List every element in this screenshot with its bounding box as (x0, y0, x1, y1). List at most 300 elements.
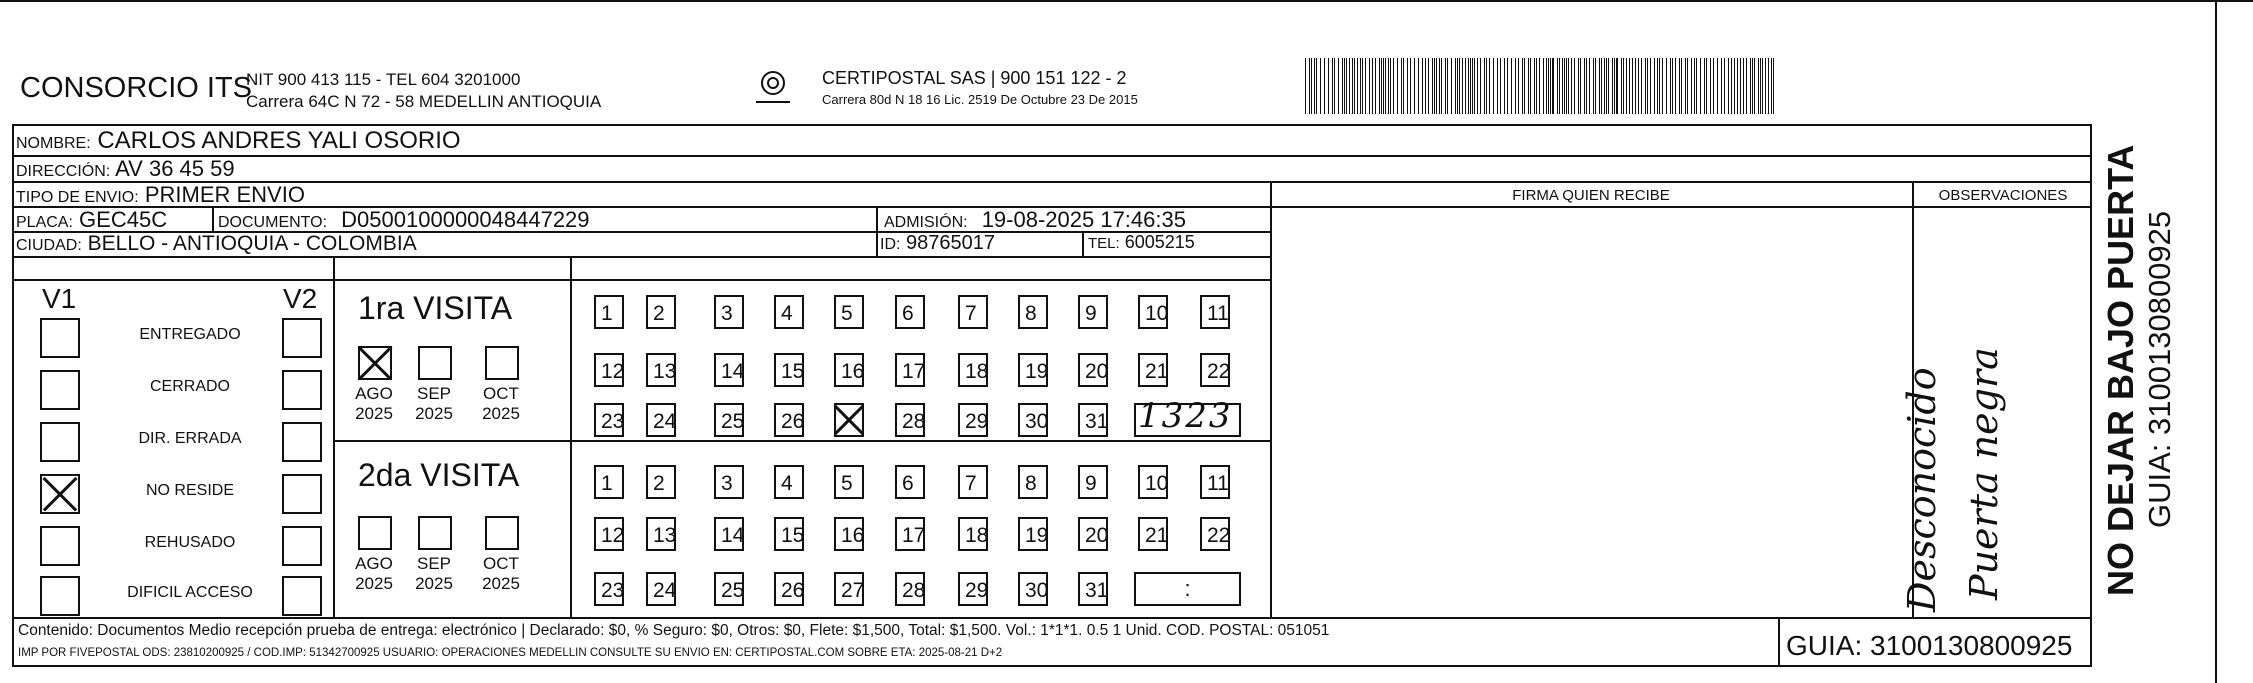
observaciones-header: OBSERVACIONES (1938, 187, 2068, 204)
barcode-bar (1372, 58, 1373, 114)
barcode-bar (1445, 58, 1446, 114)
barcode-bar (1320, 58, 1321, 114)
col-line-tel (1082, 231, 1084, 256)
status-v2-checkbox[interactable] (282, 422, 322, 462)
barcode-bar (1457, 58, 1458, 114)
direccion-value: AV 36 45 59 (115, 156, 235, 181)
day-box[interactable] (834, 572, 864, 606)
barcode-bar (1388, 58, 1389, 114)
day-box[interactable] (895, 572, 925, 606)
barcode-bar (1632, 58, 1633, 114)
barcode-bar (1465, 58, 1466, 114)
day-box[interactable] (958, 465, 988, 499)
barcode-bar (1489, 58, 1490, 114)
id-label: ID: (880, 236, 901, 253)
barcode-bar (1593, 58, 1594, 114)
barcode-bar (1543, 58, 1544, 114)
barcode-bar (1451, 58, 1452, 114)
day-number: 8 (1025, 472, 1037, 495)
barcode-bar (1557, 58, 1558, 114)
day-box[interactable] (646, 517, 676, 551)
barcode-bar (1568, 58, 1569, 114)
status-v1-checkbox[interactable] (40, 370, 80, 410)
day-number: 16 (841, 360, 865, 383)
carrier-line2: Carrera 80d N 18 16 Lic. 2519 De Octubre 23 De 2015 (822, 92, 1138, 107)
barcode-bar (1328, 58, 1329, 114)
month-checkbox[interactable] (418, 516, 452, 550)
barcode-bar (1511, 58, 1512, 114)
barcode-bar (1401, 58, 1402, 114)
first-visit-time-handwritten: 1323 (1138, 396, 1233, 436)
day-box[interactable] (834, 517, 864, 551)
documento-cell (218, 207, 590, 233)
day-box[interactable] (594, 353, 624, 387)
barcode-bar (1601, 58, 1602, 114)
day-number: 5 (841, 302, 853, 325)
barcode-bar (1679, 58, 1680, 114)
day-box[interactable] (895, 403, 925, 437)
barcode-bar (1768, 58, 1769, 114)
status-option-label: CERRADO (149, 378, 230, 395)
footer-guia: GUIA: 3100130800925 (1786, 630, 2073, 661)
ciudad-value: BELLO - ANTIOQUIA - COLOMBIA (87, 232, 417, 255)
day-box[interactable] (714, 517, 744, 551)
v2-label: V2 (283, 283, 318, 314)
footer-line1: Contenido: Documentos Medio recepción prueba de entrega: electrónico | Declarado: $0, % Seguro: $0, Otros: $0, Flete: $1,500, Total: $1,500. Vol.: 1*1*1. 0.5 1 Unid. COD. POSTAL: 051051 (18, 622, 1330, 639)
day-number: 28 (902, 410, 926, 433)
day-box[interactable] (714, 465, 744, 499)
carrier-line1: CERTIPOSTAL SAS | 900 151 122 - 2 (822, 68, 1127, 88)
day-box[interactable] (1018, 295, 1048, 329)
day-box[interactable] (1200, 517, 1230, 551)
barcode-bar (1771, 58, 1772, 114)
barcode-bar (1403, 58, 1404, 114)
day-number: 20 (1085, 524, 1109, 547)
day-number: 25 (721, 410, 745, 433)
day-box[interactable] (1078, 403, 1108, 437)
day-box[interactable] (1138, 295, 1168, 329)
day-box[interactable] (714, 403, 744, 437)
barcode-bar (1428, 58, 1429, 114)
barcode-bar (1626, 58, 1627, 114)
barcode-bar (1616, 58, 1618, 114)
barcode-bar (1589, 58, 1590, 114)
barcode-bar (1737, 58, 1738, 114)
barcode-bar (1459, 58, 1460, 114)
side-warning: NO DEJAR BAJO PUERTA (2100, 144, 2141, 596)
day-number: 18 (965, 360, 989, 383)
year-label: 2025 (415, 574, 453, 593)
ciudad-label: CIUDAD: (16, 237, 82, 254)
barcode-bar (1539, 58, 1540, 114)
day-number: 13 (653, 524, 677, 547)
barcode-bar (1360, 58, 1361, 114)
day-number: 8 (1025, 302, 1037, 325)
day-box[interactable] (646, 353, 676, 387)
col-line-status-visits (333, 256, 335, 617)
day-box[interactable] (1078, 295, 1108, 329)
barcode-bar (1390, 58, 1391, 114)
barcode-bar (1493, 58, 1494, 114)
day-number: 18 (965, 524, 989, 547)
day-box[interactable] (774, 403, 804, 437)
day-box[interactable] (958, 295, 988, 329)
col-line-documento (212, 206, 214, 231)
barcode-bar (1762, 58, 1763, 114)
barcode-bar (1562, 58, 1563, 114)
day-number: 21 (1145, 360, 1169, 383)
barcode-bar (1647, 58, 1648, 114)
barcode-bar (1480, 58, 1481, 114)
day-number: 22 (1207, 360, 1231, 383)
barcode-bar (1346, 58, 1347, 114)
barcode-bar (1700, 58, 1701, 114)
status-v1-checkbox[interactable] (40, 474, 80, 514)
day-box[interactable] (1200, 295, 1230, 329)
barcode-bar (1666, 58, 1667, 114)
month-label: AGO (355, 384, 393, 403)
day-box[interactable] (714, 295, 744, 329)
nombre-value: CARLOS ANDRES YALI OSORIO (97, 127, 461, 154)
day-box[interactable] (774, 465, 804, 499)
day-number: 3 (721, 302, 733, 325)
tel-value: 6005215 (1124, 232, 1195, 252)
col-line-months-days (570, 256, 572, 617)
day-box[interactable] (834, 465, 864, 499)
side-guia: GUIA: 3100130800925 (2142, 210, 2177, 528)
year-label: 2025 (355, 574, 393, 593)
day-box[interactable] (646, 403, 676, 437)
direccion-row (16, 156, 235, 182)
barcode-bar (1434, 58, 1435, 114)
status-v2-checkbox[interactable] (282, 474, 322, 514)
direccion-label: DIRECCIÓN: (16, 163, 111, 180)
certipostal-logo (748, 68, 798, 110)
day-number: 9 (1085, 472, 1097, 495)
day-number: 14 (721, 524, 745, 547)
barcode-bar (1704, 58, 1705, 114)
barcode-bar (1559, 58, 1560, 114)
barcode-bar (1332, 58, 1333, 114)
day-box[interactable] (646, 465, 676, 499)
barcode-bar (1414, 58, 1415, 114)
barcode-bar (1696, 58, 1697, 114)
barcode-bar (1608, 58, 1609, 114)
barcode-bar (1486, 58, 1487, 114)
row-line-nombre (12, 155, 2092, 157)
day-box[interactable] (895, 517, 925, 551)
day-number: 25 (721, 579, 745, 602)
day-box[interactable] (1138, 465, 1168, 499)
day-box[interactable] (774, 572, 804, 606)
day-box[interactable] (1018, 572, 1048, 606)
barcode-bar (1675, 58, 1676, 114)
status-option-label: DIR. ERRADA (138, 430, 242, 447)
day-box[interactable] (1138, 517, 1168, 551)
observation-handwritten-1: Desconocido (1900, 367, 1944, 612)
logo-icon (748, 68, 798, 110)
barcode-bar (1311, 58, 1312, 114)
day-box[interactable] (958, 572, 988, 606)
nombre-row (16, 127, 461, 155)
barcode-bar (1534, 58, 1535, 114)
second-visit-time-box[interactable] (1134, 572, 1241, 606)
day-box[interactable] (594, 572, 624, 606)
day-number: 12 (601, 360, 625, 383)
day-box[interactable] (1018, 353, 1048, 387)
barcode-bar (1524, 58, 1525, 114)
day-number: 15 (781, 360, 805, 383)
barcode-bar (1694, 58, 1695, 114)
row-line-visit-split (333, 440, 1270, 442)
status-v1-checkbox[interactable] (40, 422, 80, 462)
barcode-bar (1425, 58, 1426, 114)
day-number: 19 (1025, 360, 1049, 383)
day-box[interactable] (774, 517, 804, 551)
nombre-label: NOMBRE: (16, 135, 91, 152)
day-number: 31 (1085, 579, 1109, 602)
barcode-bar (1641, 58, 1642, 114)
barcode-bar (1305, 58, 1306, 114)
barcode-bar (1750, 58, 1751, 114)
status-option-label: ENTREGADO (139, 326, 241, 343)
day-box[interactable] (834, 295, 864, 329)
barcode-bar (1614, 58, 1615, 114)
barcode-bar (1518, 58, 1519, 114)
barcode-bar (1369, 58, 1370, 114)
company-info-line2: Carrera 64C N 72 - 58 MEDELLIN ANTIOQUIA (246, 92, 602, 111)
month-label: OCT (483, 384, 519, 403)
second-visit-title: 2da VISITA (358, 457, 520, 493)
barcode-bar (1672, 58, 1673, 114)
observation-handwritten-2: Puerta negra (1962, 347, 2006, 600)
status-v1-checkbox[interactable] (40, 318, 80, 358)
barcode-bar (1645, 58, 1646, 114)
day-number: 11 (1207, 472, 1229, 495)
barcode (1305, 58, 1775, 114)
day-number: 12 (601, 524, 625, 547)
barcode-bar (1765, 58, 1766, 114)
barcode-bar (1375, 58, 1376, 114)
day-box[interactable] (714, 353, 744, 387)
month-checkbox[interactable] (358, 516, 392, 550)
day-box[interactable] (958, 353, 988, 387)
day-number: 1 (601, 302, 613, 325)
status-option-label: DIFICIL ACCESO (127, 584, 253, 601)
day-box[interactable] (774, 295, 804, 329)
barcode-bar (1432, 58, 1433, 114)
placa-value: GEC45C (79, 207, 168, 232)
barcode-bar (1717, 58, 1718, 114)
day-number: 23 (601, 579, 625, 602)
placa-cell (16, 207, 167, 233)
day-number: 24 (653, 579, 677, 602)
day-box[interactable] (1078, 517, 1108, 551)
row-line-ciudad (12, 256, 1270, 258)
barcode-bar (1566, 58, 1567, 114)
day-number: 30 (1025, 410, 1049, 433)
id-value: 98765017 (906, 232, 995, 254)
day-box[interactable] (834, 403, 864, 437)
barcode-bar (1662, 58, 1663, 114)
barcode-bar (1724, 58, 1725, 114)
barcode-bar (1606, 58, 1607, 114)
day-number: 9 (1085, 302, 1097, 325)
barcode-bar (1546, 58, 1547, 114)
tipo-envio-label: TIPO DE ENVIO: (16, 189, 139, 206)
day-box[interactable] (1018, 403, 1048, 437)
status-v2-checkbox[interactable] (282, 576, 322, 616)
barcode-bar (1484, 58, 1485, 114)
day-box[interactable] (1078, 353, 1108, 387)
company-name: CONSORCIO ITS (20, 72, 253, 104)
day-number: 23 (601, 410, 625, 433)
day-number: 2 (653, 302, 665, 325)
day-number: 5 (841, 472, 853, 495)
year-label: 2025 (482, 574, 520, 593)
barcode-bar (1504, 58, 1505, 114)
day-number: 26 (781, 579, 805, 602)
status-v1-checkbox[interactable] (40, 576, 80, 616)
barcode-graphic (1305, 58, 1775, 114)
barcode-bar (1497, 58, 1498, 114)
day-number: 29 (965, 410, 989, 433)
barcode-bar (1379, 58, 1380, 114)
status-v2-checkbox[interactable] (282, 526, 322, 566)
barcode-bar (1365, 58, 1366, 114)
day-box[interactable] (958, 517, 988, 551)
barcode-bar (1740, 58, 1741, 114)
month-checkbox[interactable] (418, 346, 452, 380)
day-box[interactable] (834, 353, 864, 387)
barcode-bar (1515, 58, 1516, 114)
barcode-bar (1685, 58, 1686, 114)
col-line-firma (1270, 181, 1272, 617)
day-number: 29 (965, 579, 989, 602)
status-v2-checkbox[interactable] (282, 370, 322, 410)
barcode-bar (1362, 58, 1363, 114)
barcode-bar (1599, 58, 1600, 114)
day-box[interactable] (1200, 353, 1230, 387)
placa-label: PLACA: (16, 214, 73, 231)
barcode-bar (1552, 58, 1554, 114)
barcode-bar (1691, 58, 1692, 114)
status-v1-checkbox[interactable] (40, 526, 80, 566)
barcode-bar (1500, 58, 1501, 114)
day-box[interactable] (1200, 465, 1230, 499)
barcode-bar (1474, 58, 1475, 114)
barcode-bar (1422, 58, 1423, 114)
year-label: 2025 (482, 404, 520, 423)
status-option-label: REHUSADO (144, 534, 236, 551)
barcode-bar (1629, 58, 1630, 114)
day-box[interactable] (594, 465, 624, 499)
day-number: 31 (1085, 410, 1109, 433)
day-box[interactable] (646, 295, 676, 329)
barcode-bar (1352, 58, 1353, 114)
month-label: SEP (416, 554, 452, 573)
barcode-bar (1621, 58, 1622, 114)
day-number: 17 (902, 524, 926, 547)
barcode-bar (1713, 58, 1714, 114)
barcode-bar (1354, 58, 1355, 114)
day-number: 10 (1145, 472, 1169, 495)
day-box[interactable] (1018, 465, 1048, 499)
barcode-bar (1752, 58, 1753, 114)
day-box[interactable] (594, 295, 624, 329)
tel-cell (1088, 232, 1195, 253)
day-box[interactable] (646, 572, 676, 606)
day-number: 21 (1145, 524, 1169, 547)
barcode-bar (1385, 58, 1386, 114)
year-label: 2025 (415, 404, 453, 423)
day-box[interactable] (958, 403, 988, 437)
firma-header: FIRMA QUIEN RECIBE (1512, 187, 1670, 204)
day-number: 4 (781, 472, 793, 495)
day-number: 19 (1025, 524, 1049, 547)
barcode-bar (1687, 58, 1688, 114)
day-box[interactable] (1138, 353, 1168, 387)
admision-cell (884, 207, 1186, 233)
barcode-bar (1439, 58, 1440, 114)
month-checkbox[interactable] (358, 346, 392, 380)
documento-label: DOCUMENTO: (218, 214, 328, 231)
barcode-bar (1758, 58, 1759, 114)
barcode-bar (1706, 58, 1707, 114)
day-box[interactable] (774, 353, 804, 387)
barcode-bar (1316, 58, 1317, 114)
day-box[interactable] (594, 517, 624, 551)
day-number: 7 (965, 302, 977, 325)
month-label: SEP (416, 384, 452, 403)
barcode-bar (1635, 58, 1636, 114)
day-box[interactable] (1018, 517, 1048, 551)
day-box[interactable] (1078, 572, 1108, 606)
barcode-bar (1436, 58, 1437, 114)
month-label: AGO (355, 554, 393, 573)
day-box[interactable] (895, 465, 925, 499)
row-line-direccion (12, 181, 2092, 183)
barcode-bar (1462, 58, 1463, 114)
status-v2-checkbox[interactable] (282, 318, 322, 358)
barcode-bar (1754, 58, 1755, 114)
month-checkbox[interactable] (485, 346, 519, 380)
day-number: 6 (902, 302, 914, 325)
barcode-bar (1548, 58, 1549, 114)
barcode-bar (1550, 58, 1551, 114)
barcode-bar (1477, 58, 1478, 114)
barcode-bar (1472, 58, 1473, 114)
day-box[interactable] (1078, 465, 1108, 499)
v1-label: V1 (42, 283, 77, 314)
barcode-bar (1338, 58, 1339, 114)
barcode-bar (1731, 58, 1732, 114)
barcode-bar (1342, 58, 1343, 114)
day-box[interactable] (714, 572, 744, 606)
day-box[interactable] (594, 403, 624, 437)
barcode-bar (1324, 58, 1325, 114)
barcode-bar (1528, 58, 1529, 114)
day-box[interactable] (895, 353, 925, 387)
day-box[interactable] (895, 295, 925, 329)
barcode-bar (1734, 58, 1735, 114)
barcode-bar (1470, 58, 1471, 114)
day-number: 26 (781, 410, 805, 433)
barcode-bar (1418, 58, 1419, 114)
month-checkbox[interactable] (485, 516, 519, 550)
barcode-bar (1393, 58, 1394, 114)
barcode-bar (1468, 58, 1469, 114)
